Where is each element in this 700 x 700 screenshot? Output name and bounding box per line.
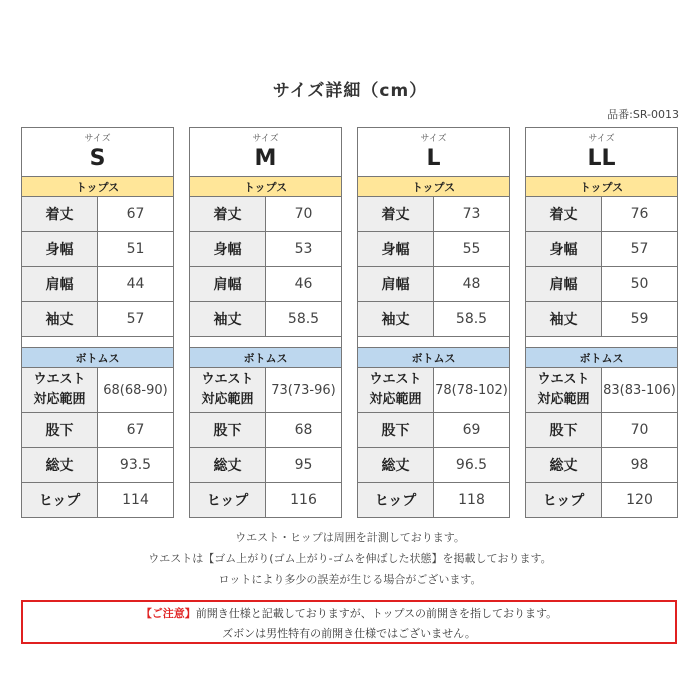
section-gap xyxy=(190,337,342,348)
size-table-s xyxy=(21,127,174,518)
size-caption: サイズ xyxy=(252,134,279,144)
section-gap xyxy=(526,337,678,348)
size-header xyxy=(526,128,678,177)
caution-line-1 xyxy=(23,604,675,624)
waist-label: ウエスト xyxy=(201,372,254,387)
tops-label: 着丈 xyxy=(358,197,434,232)
bottoms-label-waist xyxy=(526,368,602,413)
bottoms-label: ヒップ xyxy=(526,483,602,518)
size-name: LL xyxy=(587,146,616,171)
waist-label: ウエスト xyxy=(369,372,422,387)
bottoms-label: ヒップ xyxy=(22,483,98,518)
tops-header: トップス xyxy=(22,177,174,197)
caution-text-1: 前開き仕様と記載しておりますが、トップスの前開きを指しております。 xyxy=(195,607,558,620)
tops-value: 67 xyxy=(98,197,174,232)
bottoms-value: 73(73-96) xyxy=(266,368,342,413)
tops-value: 57 xyxy=(602,232,678,267)
caution-box xyxy=(21,600,677,644)
size-table-ll xyxy=(525,127,678,518)
note-line: ロットにより多少の誤差が生じる場合がございます。 xyxy=(218,573,482,586)
tops-value: 44 xyxy=(98,267,174,302)
section-gap xyxy=(22,337,174,348)
bottoms-header: ボトムス xyxy=(358,348,510,368)
tops-value: 50 xyxy=(602,267,678,302)
product-code: 品番:SR-0013 xyxy=(607,108,679,121)
bottoms-value: 83(83-106) xyxy=(602,368,678,413)
bottoms-value: 118 xyxy=(434,483,510,518)
tops-value: 70 xyxy=(266,197,342,232)
tops-label: 袖丈 xyxy=(358,302,434,337)
tops-label: 袖丈 xyxy=(526,302,602,337)
size-caption: サイズ xyxy=(84,134,111,144)
waist-label: ウエスト xyxy=(33,372,86,387)
tops-header: トップス xyxy=(190,177,342,197)
tops-label: 肩幅 xyxy=(22,267,98,302)
tops-label: 身幅 xyxy=(358,232,434,267)
waist-range-label: 対応範囲 xyxy=(537,392,590,407)
tops-value: 51 xyxy=(98,232,174,267)
tops-value: 58.5 xyxy=(434,302,510,337)
bottoms-value: 70 xyxy=(602,413,678,448)
tops-header: トップス xyxy=(526,177,678,197)
size-table-l xyxy=(357,127,510,518)
bottoms-value: 98 xyxy=(602,448,678,483)
tops-value: 57 xyxy=(98,302,174,337)
bottoms-header: ボトムス xyxy=(22,348,174,368)
tops-value: 59 xyxy=(602,302,678,337)
bottoms-label: 総丈 xyxy=(526,448,602,483)
size-name: L xyxy=(426,146,441,171)
bottoms-label-waist xyxy=(22,368,98,413)
bottoms-label: ヒップ xyxy=(190,483,266,518)
size-header xyxy=(22,128,174,177)
bottoms-label: ヒップ xyxy=(358,483,434,518)
note-line: ウエストは【ゴム上がり(ゴム上がり-ゴムを伸ばした状態】を掲載しております。 xyxy=(148,552,552,565)
size-name: S xyxy=(89,146,106,171)
tops-value: 73 xyxy=(434,197,510,232)
tops-label: 着丈 xyxy=(190,197,266,232)
size-name: M xyxy=(254,146,277,171)
tops-label: 袖丈 xyxy=(190,302,266,337)
tops-label: 身幅 xyxy=(190,232,266,267)
bottoms-header: ボトムス xyxy=(190,348,342,368)
tops-label: 身幅 xyxy=(526,232,602,267)
bottoms-label: 股下 xyxy=(190,413,266,448)
bottoms-value: 93.5 xyxy=(98,448,174,483)
bottoms-label: 股下 xyxy=(526,413,602,448)
bottoms-value: 120 xyxy=(602,483,678,518)
section-gap xyxy=(358,337,510,348)
bottoms-value: 116 xyxy=(266,483,342,518)
tops-label: 着丈 xyxy=(22,197,98,232)
tops-label: 肩幅 xyxy=(358,267,434,302)
tops-value: 46 xyxy=(266,267,342,302)
caution-tag: 【ご注意】 xyxy=(140,607,196,620)
size-table-m xyxy=(189,127,342,518)
bottoms-header: ボトムス xyxy=(526,348,678,368)
bottoms-label: 股下 xyxy=(22,413,98,448)
tops-label: 肩幅 xyxy=(190,267,266,302)
bottoms-label-waist xyxy=(358,368,434,413)
tops-value: 53 xyxy=(266,232,342,267)
size-caption: サイズ xyxy=(420,134,447,144)
waist-range-label: 対応範囲 xyxy=(369,392,422,407)
tops-value: 76 xyxy=(602,197,678,232)
bottoms-value: 78(78-102) xyxy=(434,368,510,413)
waist-range-label: 対応範囲 xyxy=(33,392,86,407)
size-header xyxy=(358,128,510,177)
bottoms-value: 95 xyxy=(266,448,342,483)
measurement-notes xyxy=(0,528,700,591)
bottoms-value: 114 xyxy=(98,483,174,518)
size-header xyxy=(190,128,342,177)
bottoms-label: 股下 xyxy=(358,413,434,448)
waist-range-label: 対応範囲 xyxy=(201,392,254,407)
bottoms-label: 総丈 xyxy=(190,448,266,483)
bottoms-value: 67 xyxy=(98,413,174,448)
bottoms-value: 68 xyxy=(266,413,342,448)
bottoms-label: 総丈 xyxy=(358,448,434,483)
bottoms-value: 68(68-90) xyxy=(98,368,174,413)
tops-label: 袖丈 xyxy=(22,302,98,337)
bottoms-label-waist xyxy=(190,368,266,413)
waist-label: ウエスト xyxy=(537,372,590,387)
tops-value: 48 xyxy=(434,267,510,302)
bottoms-value: 69 xyxy=(434,413,510,448)
bottoms-label: 総丈 xyxy=(22,448,98,483)
note-line: ウエスト・ヒップは周囲を計測しております。 xyxy=(235,531,465,544)
tops-label: 身幅 xyxy=(22,232,98,267)
tops-label: 肩幅 xyxy=(526,267,602,302)
bottoms-value: 96.5 xyxy=(434,448,510,483)
caution-text-2: ズボンは男性特有の前開き仕様ではございません。 xyxy=(222,627,476,640)
tops-label: 着丈 xyxy=(526,197,602,232)
tops-value: 55 xyxy=(434,232,510,267)
tops-value: 58.5 xyxy=(266,302,342,337)
tops-header: トップス xyxy=(358,177,510,197)
size-caption: サイズ xyxy=(588,134,615,144)
page-title: サイズ詳細（cm） xyxy=(272,81,428,101)
